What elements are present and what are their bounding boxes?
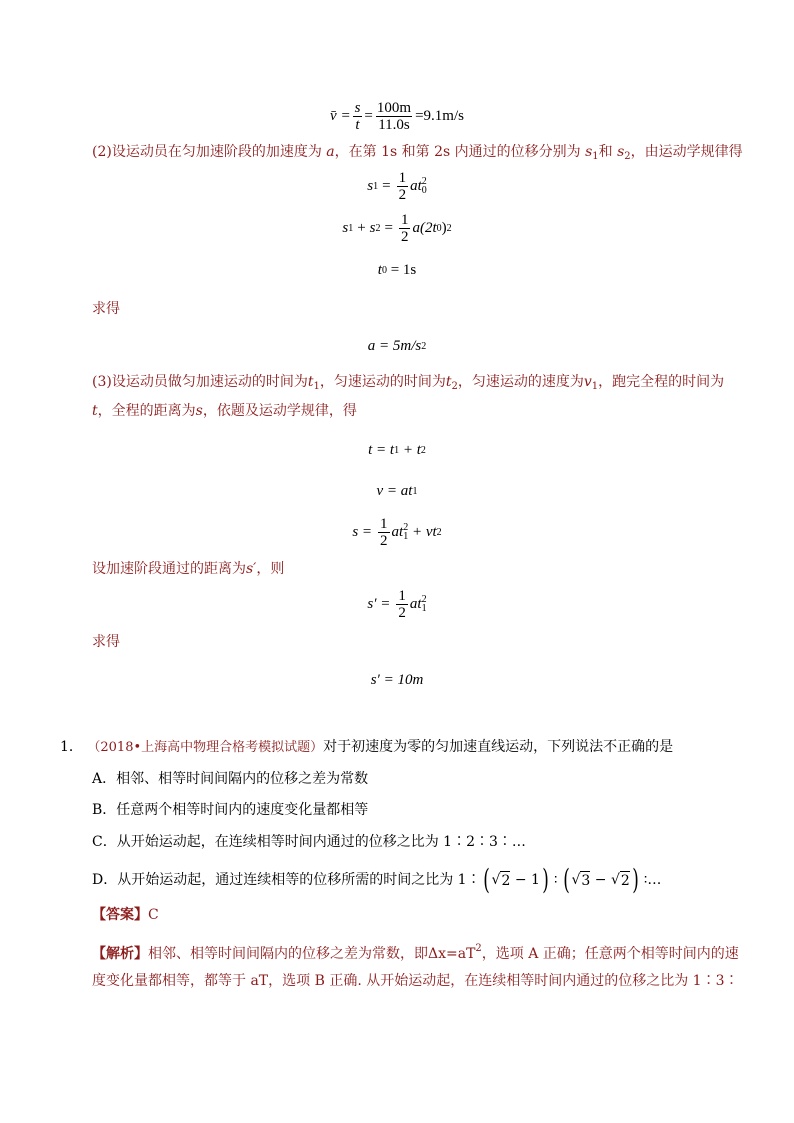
equation-v [0,479,794,503]
subscript: 1 [373,180,379,192]
var: s [369,219,376,236]
lhs: a = 5m/s [367,337,422,354]
denominator: 2 [380,532,388,549]
fraction-100m-over-11s [375,100,413,133]
text: 设加速阶段通过的距离为 [92,561,246,577]
question-stem [60,738,673,757]
equation-s [0,512,794,552]
var-t1: t [307,374,314,390]
lhs: s′ = [367,595,391,612]
part2-intro [92,143,743,166]
question-text: 对于初速度为零的匀加速直线运动，下列说法不正确的是 [323,739,674,755]
equation-sprime-value [0,668,794,692]
text: ，依题及运动学规律，得 [202,403,357,419]
value: s′ = 10m [370,671,424,688]
text: ，则 [256,561,285,577]
subscript: 1 [394,444,400,456]
superscript: 2 [421,340,427,352]
subscript: 0 [421,185,427,196]
lhs: v = at [376,482,413,499]
option-label: B． [92,802,117,818]
text: ，在第 1s 和第 2s 内通过的位移分别为 [334,144,581,160]
answer-value: C [148,907,159,923]
rhs: at [409,595,422,612]
subscript: 2 [375,222,381,234]
text: (3)设运动员做匀加速运动的时间为 [92,374,308,390]
fraction-s-over-t [353,100,363,133]
subscript: 1 [403,531,409,542]
eq-result: =9.1m/s [415,107,464,124]
subscript: 1 [313,381,320,392]
sprime-intro [92,560,284,578]
equation-average-speed [0,96,794,136]
superscript: 2 [446,222,452,234]
option-text: 从开始运动起，在连续相等时间内通过的位移之比为 1∶2∶3∶… [116,834,526,850]
superscript: 2 [421,594,427,605]
left-paren: ( [562,863,570,896]
option-c [92,833,526,851]
analysis-line-1 [92,940,739,963]
sqrt-radicand: 2 [620,872,630,889]
var: s [342,219,349,236]
text: (2)设运动员在匀加速阶段的加速度为 [92,144,322,160]
var-t2: t [445,374,452,390]
analysis-text: 相邻、相等时间间隔内的位移之差为常数，即Δx=aT [148,946,476,962]
subscript: 1 [412,485,418,497]
fraction-half [397,170,409,203]
subscript: 1 [348,222,354,234]
paren: ) [441,219,447,236]
ratio-colon: ∶ [553,872,558,888]
fraction-half [399,212,411,245]
question-source: （2018•上海高中物理合格考模拟试题） [87,740,324,755]
analysis-line-2: 度变化量都相等，都等于 aT，选项 B 正确. 从开始运动起，在连续相等时间内通过的位移之比为 1∶3∶ [92,973,739,989]
denominator: 2 [400,228,409,245]
rhs: a(2t [412,219,437,236]
fraction-half [378,516,390,549]
lhs: s = [352,523,373,540]
left-paren: ( [482,863,490,896]
answer-label: 【答案】 [92,907,148,923]
var: t [377,261,382,278]
text: ，匀速运动的时间为 [319,374,446,390]
var-t: t [92,403,98,419]
text: ，匀速运动的速度为 [457,374,584,390]
option-d [92,863,662,896]
qiude-label-1: 求得 [92,301,120,317]
var: s [367,177,374,194]
analysis-label: 【解析】 [92,946,148,962]
subscript: 0 [436,222,442,234]
minus-term: − 1 [510,872,540,888]
right-paren: ) [631,863,639,896]
subscript: 2 [624,151,631,162]
text: ，由运动学规律得 [630,144,743,160]
analysis-text: ，选项 A 正确；任意两个相等时间内的速 [481,946,739,962]
var-s2: s [617,144,625,160]
option-b [92,801,368,819]
option-label: D． [92,872,118,888]
equals: = [384,219,393,236]
denominator: t [355,116,360,133]
mid: + t [399,441,421,458]
var-v1: v [583,374,592,390]
subscript: 0 [381,264,387,276]
equation-t0 [0,258,794,282]
sqrt-symbol: √ [491,872,501,888]
superscript: 2 [475,943,482,954]
right-paren: ) [542,863,549,896]
equation-t [0,438,794,462]
var-s: s [195,403,203,419]
option-label: A． [92,771,117,787]
subscript: 2 [451,381,458,392]
sqrt-symbol: √ [571,872,581,888]
sqrt-radicand: 3 [581,872,591,889]
qiude-label-2: 求得 [92,634,120,650]
option-text: 从开始运动起，通过连续相等的位移所需的时间之比为 1∶ [117,872,481,888]
equals: = [382,177,391,194]
option-text: 相邻、相等时间间隔内的位移之差为常数 [116,771,369,787]
minus: − [590,872,611,888]
fraction-half [396,588,408,621]
numerator: s [354,99,361,116]
part3-line2 [92,402,357,420]
numerator: 1 [398,169,407,186]
numerator: 1 [398,587,406,604]
option-label: C． [92,834,117,850]
subscript: 1 [421,603,427,614]
eq-equals: = [364,107,373,124]
equation-s1 [0,166,794,206]
var-sprime: s′ [246,561,257,577]
numerator: 100m [376,99,412,116]
equation-s1-plus-s2 [0,208,794,248]
term: + vt [408,523,437,540]
question-number: 1． [60,739,83,755]
text: ，跑完全程的时间为 [598,374,725,390]
lhs: t = t [368,441,395,458]
term: at [391,523,404,540]
plus: + [357,219,366,236]
option-a [92,770,368,788]
denominator: 2 [398,604,406,621]
eq-lhs: v̄ = [330,107,351,124]
numerator: 1 [380,515,388,532]
sqrt-symbol: √ [610,872,620,888]
text: 和 [598,144,613,160]
denominator: 2 [398,186,407,203]
rhs: at [410,177,422,194]
subscript: 1 [592,151,599,162]
equation-a [0,334,794,358]
answer-line [92,906,159,924]
superscript: 2 [403,522,409,533]
subscript: 2 [420,444,426,456]
equation-sprime [0,584,794,624]
var-a: a [326,144,335,160]
subscript: 2 [436,526,442,538]
text: ，全程的距离为 [97,403,196,419]
numerator: 1 [400,211,409,228]
var-s1: s [585,144,593,160]
sqrt-radicand: 2 [501,872,511,889]
option-text: 任意两个相等时间内的速度变化量都相等 [116,802,369,818]
part3-line1 [92,373,724,396]
superscript: 2 [421,176,427,187]
ratio-end: ∶… [643,872,662,888]
subscript: 1 [591,381,599,392]
rhs: = 1s [386,261,417,278]
denominator: 11.0s [378,116,410,133]
